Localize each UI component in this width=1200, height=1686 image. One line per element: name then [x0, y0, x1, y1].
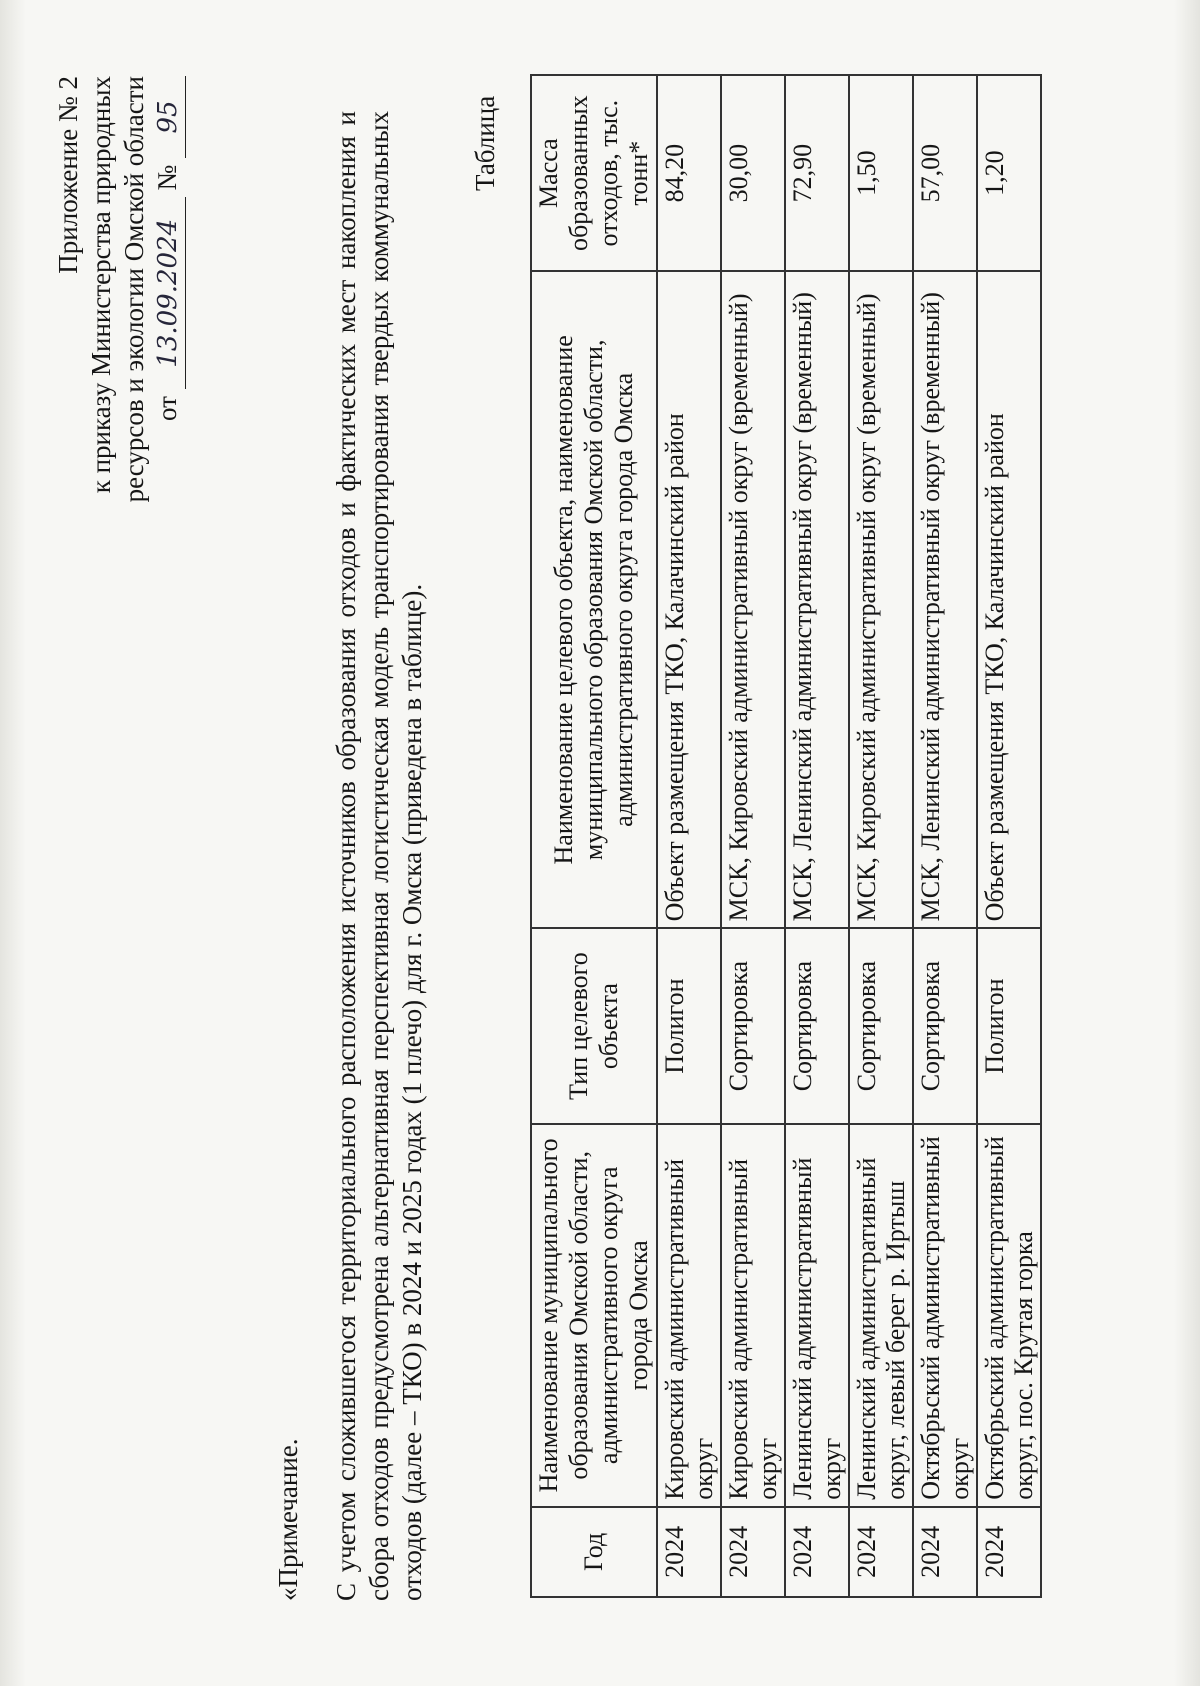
cell-waste-mass: 57,00 — [913, 75, 977, 271]
note-title: «Примечание. — [273, 1438, 303, 1601]
cell-object-type: Сортировка — [849, 928, 913, 1124]
cell-year: 2024 — [913, 1507, 977, 1597]
header-municipality: Наименование муниципального образования Омской области, административного округа города Омска — [531, 1124, 657, 1507]
table-header-row — [531, 75, 657, 1597]
cell-year: 2024 — [977, 1507, 1041, 1597]
cell-object-type: Сортировка — [785, 928, 849, 1124]
cell-year: 2024 — [785, 1507, 849, 1597]
date-prefix: от — [152, 396, 182, 421]
cell-object-type: Полигон — [977, 928, 1041, 1124]
cell-year: 2024 — [721, 1507, 785, 1597]
cell-target-object: МСК, Ленинский административный округ (временный) — [913, 271, 977, 928]
appendix-order-line: к приказу Министерства природных — [86, 76, 116, 494]
table-row — [913, 75, 977, 1597]
table-row — [785, 75, 849, 1597]
cell-waste-mass: 84,20 — [657, 75, 721, 271]
table-row — [721, 75, 785, 1597]
header-year: Год — [531, 1507, 657, 1597]
cell-target-object: Объект размещения ТКО, Калачинский район — [977, 271, 1041, 928]
cell-target-object: МСК, Кировский административный округ (временный) — [721, 271, 785, 928]
cell-year: 2024 — [657, 1507, 721, 1597]
header-target-object: Наименование целевого объекта, наименование муниципального образования Омской области, административного округа города Омска — [531, 271, 657, 928]
cell-municipality: Кировский административный округ — [721, 1124, 785, 1507]
cell-municipality: Ленинский административный округ, левый берег р. Иртыш — [849, 1124, 913, 1507]
table-row — [657, 75, 721, 1597]
cell-year: 2024 — [849, 1507, 913, 1597]
cell-object-type: Сортировка — [913, 928, 977, 1124]
header-waste-mass: Масса образованных отходов, тыс. тонн* — [531, 75, 657, 271]
cell-target-object: МСК, Ленинский административный округ (временный) — [785, 271, 849, 928]
table-caption: Таблица — [470, 95, 500, 191]
handwritten-date: 13.09.2024 — [152, 197, 186, 389]
cell-waste-mass: 30,00 — [721, 75, 785, 271]
cell-municipality: Кировский административный округ — [657, 1124, 721, 1507]
table-row — [977, 75, 1041, 1597]
appendix-header — [52, 76, 186, 516]
cell-municipality: Ленинский административный округ — [785, 1124, 849, 1507]
cell-target-object: Объект размещения ТКО, Калачинский район — [657, 271, 721, 928]
appendix-date-number-line — [151, 76, 186, 516]
appendix-ministry-line: ресурсов и экологии Омской области — [119, 76, 149, 503]
handwritten-number: 95 — [152, 76, 186, 158]
cell-target-object: МСК, Кировский административный округ (временный) — [849, 271, 913, 928]
number-prefix: № — [152, 164, 182, 191]
cell-object-type: Сортировка — [721, 928, 785, 1124]
table-row — [849, 75, 913, 1597]
cell-waste-mass: 1,50 — [849, 75, 913, 271]
note-paragraph: С учетом сложившегося территориального расположения источников образования отходов и фактических мест накопления и сбора отходов предусмотрена альтернативная перспективная логистическая модель транспортирования твердых коммунальных отходов (далее – ТКО) в 2024 и 2025 годах (1 плечо) для г. Омска (приведена в таблице). — [331, 111, 427, 1601]
cell-waste-mass: 72,90 — [785, 75, 849, 271]
header-object-type: Тип целевого объекта — [531, 928, 657, 1124]
cell-waste-mass: 1,20 — [977, 75, 1041, 271]
cell-municipality: Октябрьский административный округ — [913, 1124, 977, 1507]
cell-municipality: Октябрьский административный округ, пос. Крутая горка — [977, 1124, 1041, 1507]
appendix-title: Приложение № 2 — [53, 76, 83, 274]
cell-object-type: Полигон — [657, 928, 721, 1124]
logistics-table — [530, 74, 1042, 1598]
